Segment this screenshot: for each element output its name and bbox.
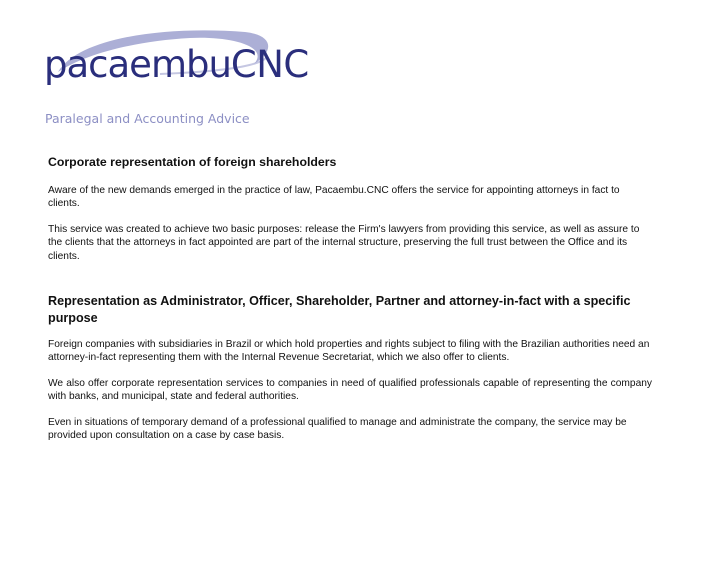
section1-title: Corporate representation of foreign shareholders bbox=[48, 155, 337, 169]
company-logo bbox=[40, 28, 309, 128]
section1-paragraph: Aware of the new demands emerged in the practice of law, Pacaembu.CNC offers the service for appointing attorneys in fact to clients. bbox=[48, 185, 620, 210]
logo-brand-part1: pacaembu bbox=[44, 43, 231, 86]
logo-tagline: Paralegal and Accounting Advice bbox=[45, 111, 250, 126]
section2-title: Representation as Administrator, Officer, Shareholder, Partner and attorney-in-fact with a specific purpose bbox=[48, 294, 631, 326]
logo-brand-part2: CNC bbox=[230, 43, 309, 86]
section1-paragraph: This service was created to achieve two basic purposes: release the Firm's lawyers from providing this service, as well as assure to the clients that the attorneys in fact appointed are part of the internal structure, preserving the full trust between the Office and its clients. bbox=[48, 223, 640, 262]
logo-wordmark bbox=[44, 43, 309, 86]
section2-paragraph: Foreign companies with subsidiaries in Brazil or which hold properties and rights subject to filing with the Brazilian authorities need an attorney-in-fact representing them with the Internal Revenue Secretariat, which we also offer to clients. bbox=[48, 339, 650, 364]
document-body bbox=[48, 154, 652, 454]
section2-paragraph: Even in situations of temporary demand of a professional qualified to manage and administrate the company, the service may be provided upon consultation on a case by case basis. bbox=[48, 416, 627, 442]
section2-paragraph: We also offer corporate representation services to companies in need of qualified professionals capable of representing the company with banks, and municipal, state and federal authorities. bbox=[48, 377, 652, 403]
